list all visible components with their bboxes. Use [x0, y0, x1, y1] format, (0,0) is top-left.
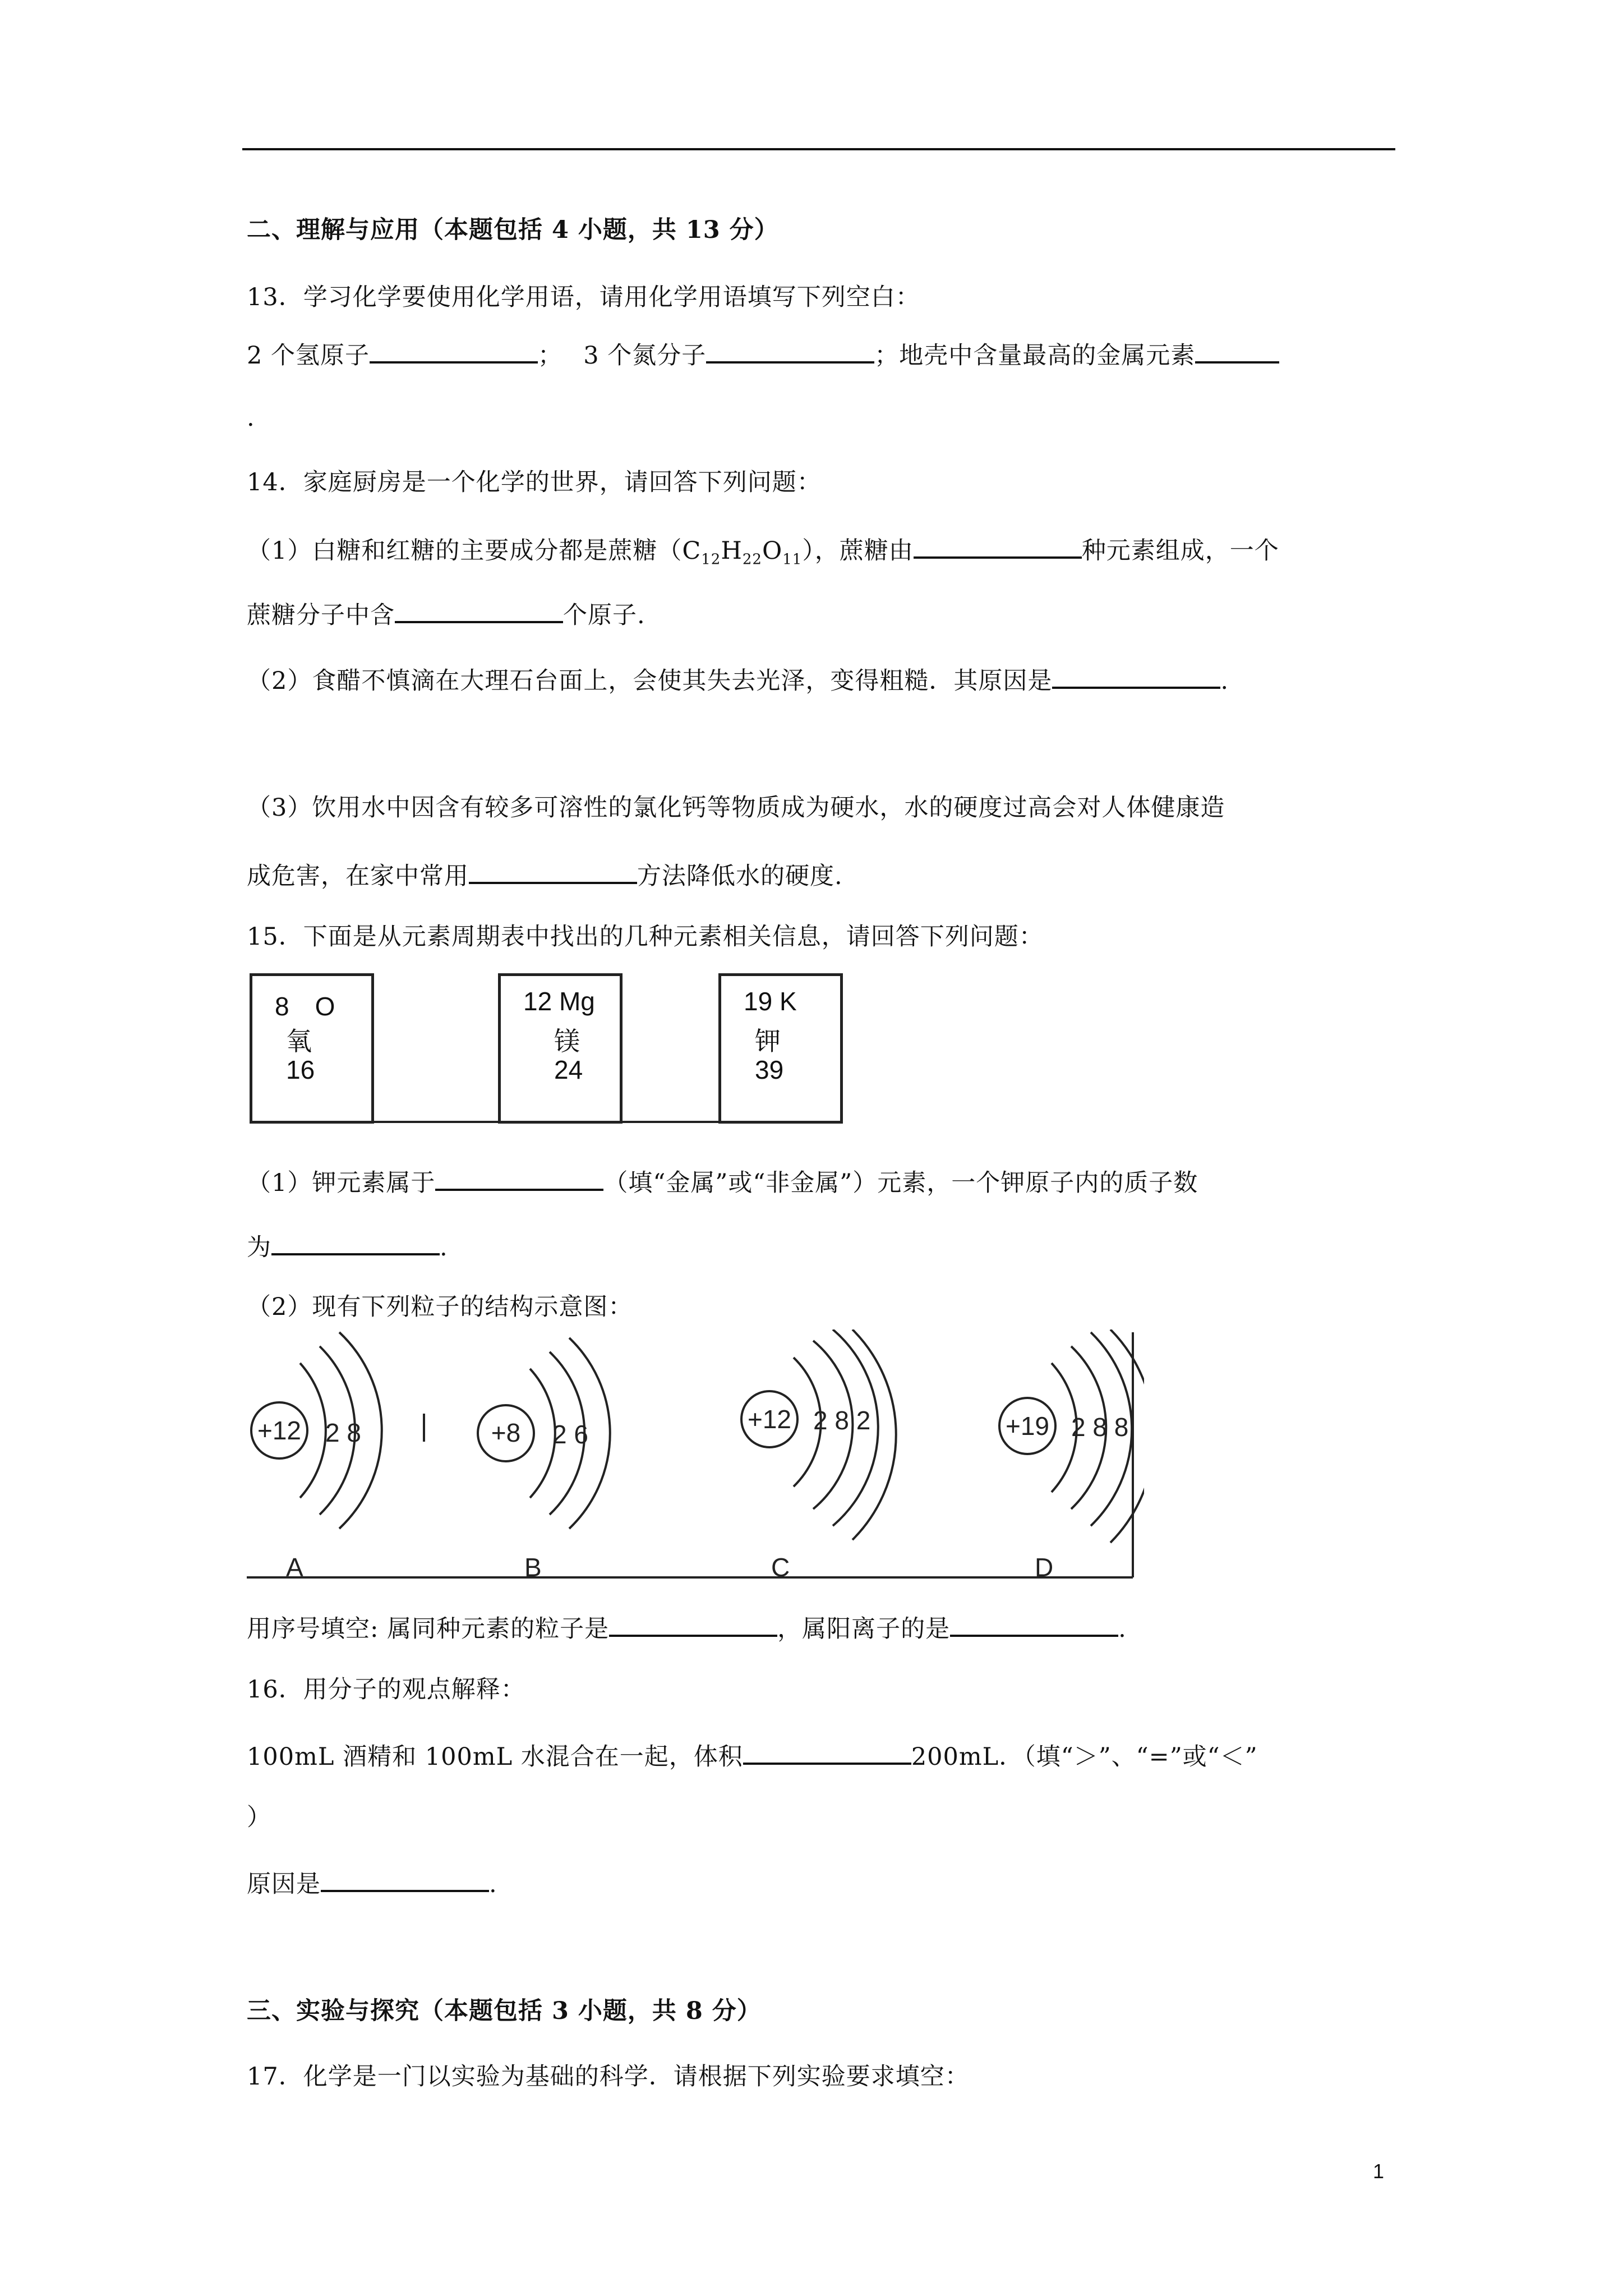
element-card-potassium	[718, 973, 843, 1124]
q15-fill-text-b: ，属阳离子的是	[777, 1615, 951, 1643]
q15-blank-4[interactable]	[950, 1610, 1118, 1637]
q16-text-b: 200mL．（填“＞”、“=”或“＜”	[911, 1743, 1258, 1771]
q15-p1-line1	[247, 1164, 1198, 1200]
q13-line	[247, 337, 1279, 372]
q14-p3-text-b: 成危害，在家中常用	[247, 862, 469, 890]
q15-p1-text-b: （填“金属”或“非金属”）元素，一个钾原子内的质子数	[603, 1169, 1198, 1197]
q15-p2: （2）现有下列粒子的结构示意图：	[247, 1293, 633, 1321]
q14-blank-3[interactable]	[1052, 662, 1220, 689]
q14-stem: 14．家庭厨房是一个化学的世界，请回答下列问题：	[247, 468, 822, 496]
page-number: 1	[1373, 2160, 1385, 2183]
q15-fill-line	[247, 1610, 1127, 1646]
nucleus-charge-b: +8	[491, 1418, 521, 1447]
q13-tail: .	[247, 404, 255, 432]
shells-b: 2 6	[552, 1420, 588, 1449]
section-3-title: 三、实验与探究（本题包括 3 小题，共 8 分）	[247, 1997, 762, 2025]
q14-p1-line2	[247, 596, 645, 632]
q16-line2: ）	[247, 1803, 271, 1832]
header-rule	[242, 148, 1395, 150]
q14-p2	[247, 662, 1229, 698]
q14-p1-text-b: ），蔗糖由	[802, 537, 914, 565]
element-symbol: 8 O	[275, 992, 335, 1021]
particle-label-a: A	[286, 1553, 303, 1582]
q16-stem: 16．用分子的观点解释：	[247, 1676, 525, 1704]
q13-blank-1[interactable]	[370, 337, 538, 364]
q15-p1-text-c: 为	[247, 1234, 271, 1262]
q15-p1-text-d: .	[440, 1234, 448, 1262]
element-symbol: 19 K	[744, 987, 797, 1016]
q14-p1-text-c: 种元素组成，一个	[1081, 537, 1279, 565]
shells-c: 2 8 2	[813, 1406, 871, 1435]
q16-text-d: .	[489, 1870, 497, 1898]
q14-p2-text: （2）食醋不慎滴在大理石台面上，会使其失去光泽，变得粗糙．其原因是	[247, 667, 1053, 695]
particle-structure-diagram	[247, 1329, 1144, 1593]
particle-label-d: D	[1035, 1553, 1054, 1582]
element-mass: 39	[755, 1055, 784, 1084]
q13-blank-2[interactable]	[706, 337, 874, 364]
element-card-magnesium	[498, 973, 623, 1124]
q14-p1-text-a: （1）白糖和红糖的主要成分都是蔗糖（C	[247, 537, 702, 565]
q16-blank-1[interactable]	[743, 1738, 911, 1765]
shells-a: 2 8	[325, 1418, 361, 1447]
q15-blank-2[interactable]	[271, 1228, 440, 1255]
q14-p1-text-d: 蔗糖分子中含	[247, 601, 395, 629]
q13-stem: 13．学习化学要使用化学用语，请用化学用语填写下列空白：	[247, 283, 920, 311]
formula-o: O	[762, 537, 783, 565]
q15-stem: 15．下面是从元素周期表中找出的几种元素相关信息，请回答下列问题：	[247, 923, 1044, 951]
element-name: 钾	[755, 1027, 781, 1056]
q14-p2-tail: .	[1220, 667, 1229, 695]
element-symbol: 12 Mg	[523, 987, 595, 1016]
element-card-oxygen	[250, 973, 374, 1124]
q13-sep: ； 3 个氮分子	[538, 342, 707, 370]
q15-fill-text-a: 用序号填空: 属同种元素的粒子是	[247, 1615, 610, 1643]
nucleus-charge-c: +12	[747, 1405, 792, 1434]
q16-blank-2[interactable]	[321, 1865, 489, 1892]
q13-part-a: 2 个氢原子	[247, 342, 370, 370]
q15-blank-1[interactable]	[435, 1164, 603, 1191]
q15-fill-text-c: .	[1118, 1615, 1127, 1643]
q14-blank-2[interactable]	[395, 596, 563, 623]
element-strip-base	[250, 1121, 843, 1123]
particle-label-b: B	[524, 1553, 542, 1582]
particle-label-c: C	[771, 1553, 790, 1582]
element-name: 镁	[554, 1027, 580, 1056]
q14-blank-4[interactable]	[469, 857, 637, 884]
shells-d: 2 8 8	[1071, 1412, 1129, 1442]
q16-line3	[247, 1865, 497, 1901]
q14-p1-text-e: 个原子.	[563, 601, 645, 629]
formula-h: H	[721, 537, 743, 565]
q14-p3-text-c: 方法降低水的硬度.	[637, 862, 843, 890]
q14-p1-line1	[247, 532, 1279, 577]
q14-p3-line1: （3）饮用水中因含有较多可溶性的氯化钙等物质成为硬水，水的硬度过高会对人体健康造	[247, 794, 1225, 822]
q15-blank-3[interactable]	[609, 1610, 777, 1637]
q13-blank-3[interactable]	[1195, 337, 1279, 364]
formula-sub-c: 12	[701, 551, 721, 568]
q15-p1-line2	[247, 1228, 448, 1264]
q17-stem: 17．化学是一门以实验为基础的科学．请根据下列实验要求填空：	[247, 2063, 970, 2091]
element-name: 氧	[286, 1027, 312, 1056]
nucleus-charge-d: +19	[1005, 1411, 1050, 1441]
q13-part-c: ；地壳中含量最高的金属元素	[874, 342, 1196, 370]
q15-p1-text-a: （1）钾元素属于	[247, 1169, 436, 1197]
formula-sub-o: 11	[782, 551, 803, 568]
element-mass: 16	[286, 1055, 315, 1084]
q16-text-c: 原因是	[247, 1870, 321, 1898]
element-mass: 24	[554, 1055, 583, 1084]
q14-blank-1[interactable]	[914, 532, 1082, 559]
q14-p3-line2	[247, 857, 843, 893]
nucleus-charge-a: +12	[257, 1416, 302, 1445]
section-2-title: 二、理解与应用（本题包括 4 小题，共 13 分）	[247, 216, 779, 244]
formula-sub-h: 22	[742, 551, 762, 568]
q16-line1	[247, 1738, 1258, 1774]
q16-text-a: 100mL 酒精和 100mL 水混合在一起，体积	[247, 1743, 743, 1771]
